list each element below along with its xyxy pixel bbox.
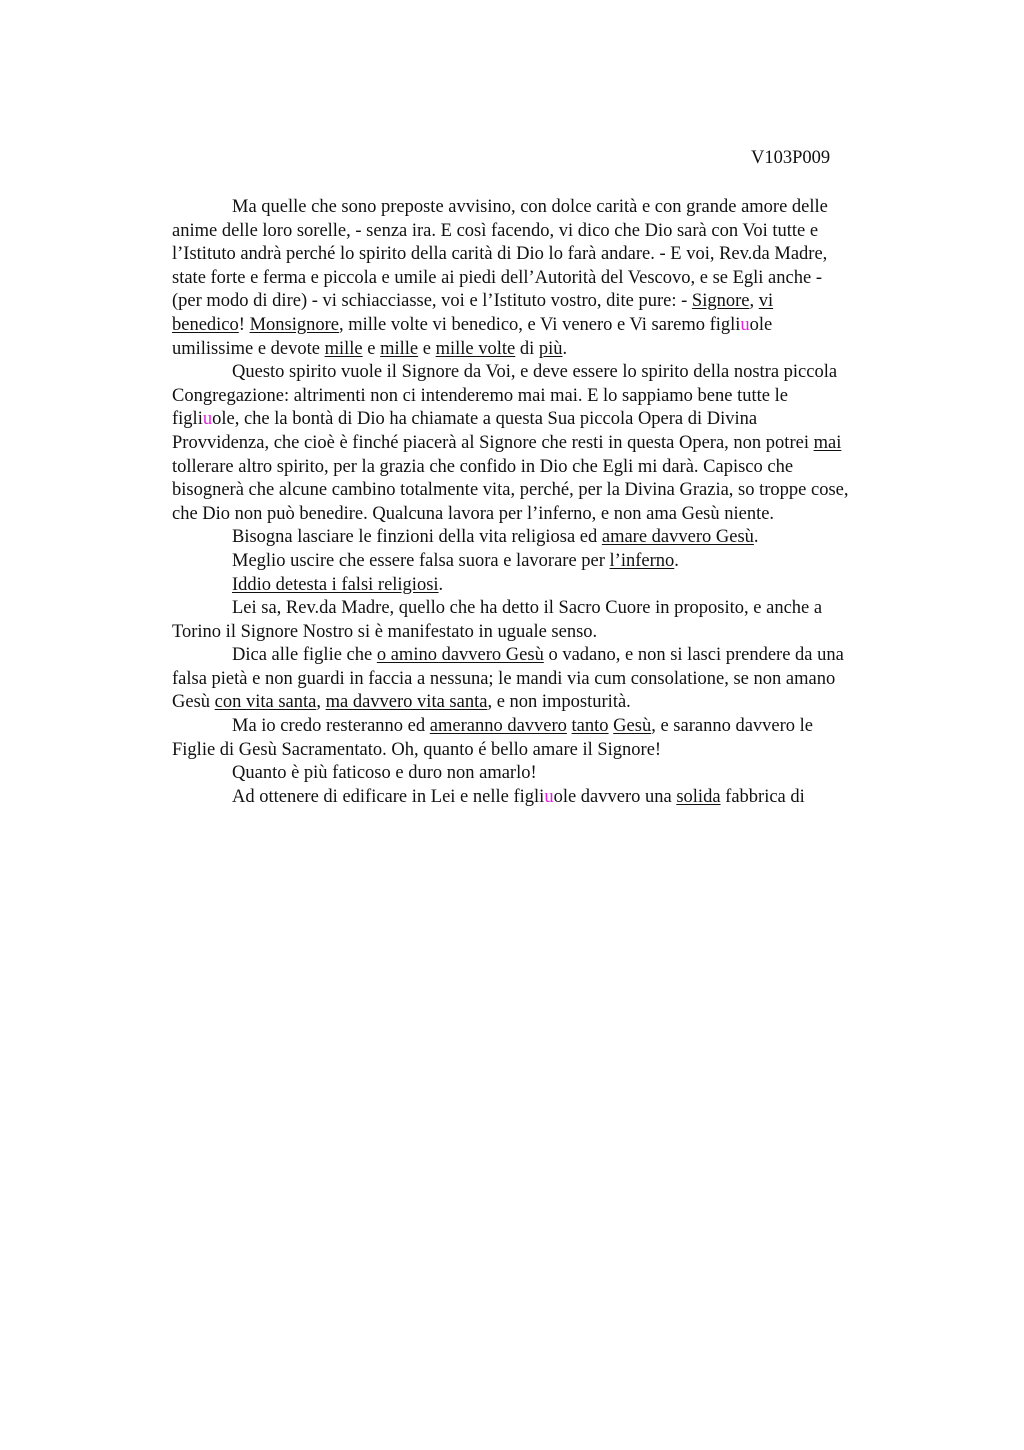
document-body [172, 196, 932, 809]
text-segment: , [749, 291, 759, 312]
text-line [172, 244, 827, 264]
underlined-text: mille [324, 338, 363, 359]
paragraph [172, 361, 932, 526]
text-segment: che Dio non può benedire. Qualcuna lavora per l’inferno, e non ama Gesù niente. [172, 503, 775, 524]
text-segment: e [362, 338, 381, 359]
underlined-text: o amino davvero Gesù [376, 645, 544, 666]
text-segment: Quanto è più faticoso e duro non amarlo! [232, 763, 537, 784]
text-line [172, 480, 849, 500]
text-segment: Dica alle figlie che [232, 645, 377, 666]
underlined-text: Monsignore [249, 314, 339, 335]
text-line [172, 622, 597, 642]
underlined-text: ma davvero vita santa [325, 692, 488, 713]
paragraph [172, 715, 932, 762]
text-segment: Meglio uscire che essere falsa suora e lavorare per [232, 550, 610, 571]
underlined-text: con vita santa [214, 692, 317, 713]
text-line [172, 504, 774, 524]
text-segment: di [515, 338, 539, 359]
text-segment: , e saranno davvero le [651, 716, 814, 737]
text-segment: Questo spirito vuole il Signore da Voi, e deve essere lo spirito della nostra piccola [232, 362, 838, 383]
paragraph [172, 644, 932, 715]
underlined-text: l’inferno [609, 550, 675, 571]
text-line [172, 386, 788, 406]
text-segment: ole [749, 314, 773, 335]
underlined-text: Iddio detesta i falsi religiosi [232, 574, 439, 595]
text-segment: state forte e ferma e piccola e umile ai piedi dell’Autorità del Vescovo, e se Egli anche - [172, 267, 822, 288]
highlighted-letter: u [202, 409, 213, 430]
text-segment: . [753, 527, 759, 548]
highlighted-letter: u [740, 314, 750, 335]
text-line [232, 716, 813, 736]
text-line [172, 692, 631, 712]
text-segment: ! [238, 314, 250, 335]
text-line [232, 197, 828, 217]
paragraph [172, 574, 932, 598]
text-line [172, 457, 793, 477]
text-line [172, 221, 818, 241]
text-segment: tollerare altro spirito, per la grazia che confido in Dio che Egli mi darà. Capisco che [172, 456, 794, 477]
paragraph [172, 762, 932, 786]
text-segment: Ad ottenere di edificare in Lei e nelle figli [232, 786, 545, 807]
text-segment: fabbrica di [720, 786, 805, 807]
text-line [232, 787, 805, 807]
text-segment: anime delle loro sorelle, - senza ira. E così facendo, vi dico che Dio sarà con Voi tutte e [172, 220, 819, 241]
text-line [232, 527, 759, 547]
text-line [172, 669, 835, 689]
text-segment: falsa pietà e non guardi in faccia a nessuna; le mandi via cum consolatione, se non amano [172, 668, 836, 689]
text-segment: ole, che la bontà di Dio ha chiamate a questa Sua piccola Opera di Divina [212, 409, 758, 430]
text-segment: , [316, 692, 326, 713]
paragraph [172, 196, 932, 361]
text-segment: Lei sa, Rev.da Madre, quello che ha detto il Sacro Cuore in proposito, e anche a [232, 598, 823, 619]
text-segment: . [438, 574, 444, 595]
underlined-text: Gesù [613, 716, 652, 737]
underlined-text: mille volte [435, 338, 516, 359]
text-line [172, 268, 822, 288]
text-segment: Ma io credo resteranno ed [232, 716, 430, 737]
text-segment: Torino il Signore Nostro si è manifestato in uguale senso. [172, 621, 598, 642]
underlined-text: vi [758, 291, 774, 312]
text-segment: . [562, 338, 568, 359]
text-segment: o vadano, e non si lasci prendere da una [543, 645, 844, 666]
paragraph [172, 786, 932, 810]
underlined-text: ameranno davvero [429, 716, 567, 737]
underlined-text: amare davvero Gesù [601, 527, 754, 548]
text-line [172, 315, 772, 335]
text-segment: Bisogna lasciare le finzioni della vita religiosa ed [232, 527, 602, 548]
underlined-text: più [538, 338, 563, 359]
text-segment: , e non imposturità. [487, 692, 631, 713]
page-code: V103P009 [751, 148, 831, 168]
text-segment: e [418, 338, 436, 359]
text-segment: l’Istituto andrà perché lo spirito della carità di Dio lo farà andare. - E voi, Rev.da Madre, [172, 244, 828, 265]
text-line [172, 409, 757, 429]
text-segment: (per modo di dire) - vi schiacciasse, voi e l’Istituto vostro, dite pure: - [172, 291, 692, 312]
text-line [172, 433, 841, 453]
text-line [172, 740, 661, 760]
underlined-text: benedico [172, 314, 239, 335]
text-segment: . [674, 550, 679, 571]
text-line [232, 551, 679, 571]
text-segment: , mille volte vi benedico, e Vi venero e Vi saremo figli [339, 314, 741, 335]
text-segment: Provvidenza, che cioè è finché piacerà al Signore che resti in questa Opera, non potrei [172, 432, 814, 453]
text-segment: figli [172, 409, 203, 430]
text-line [232, 645, 844, 665]
text-line [232, 598, 822, 618]
underlined-text: Signore [691, 291, 750, 312]
paragraph [172, 597, 932, 644]
text-line [232, 362, 837, 382]
paragraph [172, 526, 932, 550]
paragraph [172, 550, 932, 574]
text-segment: ole davvero una [553, 786, 677, 807]
text-segment: umilissime e devote [172, 338, 325, 359]
underlined-text: tanto [571, 716, 609, 737]
text-segment: Congregazione: altrimenti non ci intenderemo mai mai. E lo sappiamo bene tutte le [172, 385, 788, 406]
text-line [172, 291, 773, 311]
underlined-text: solida [676, 786, 721, 807]
highlighted-letter: u [544, 786, 554, 807]
text-line [172, 339, 567, 359]
text-segment: Figlie di Gesù Sacramentato. Oh, quanto é bello amare il Signore! [172, 739, 662, 760]
text-line [232, 575, 443, 595]
underlined-text: mai [813, 432, 842, 453]
text-segment: bisognerà che alcune cambino totalmente vita, perché, per la Divina Grazia, so troppe cose, [172, 480, 849, 501]
text-line [232, 763, 537, 783]
text-segment: Ma quelle che sono preposte avvisino, con dolce carità e con grande amore delle [232, 197, 828, 217]
text-segment: Gesù [172, 692, 215, 713]
underlined-text: mille [380, 338, 419, 359]
